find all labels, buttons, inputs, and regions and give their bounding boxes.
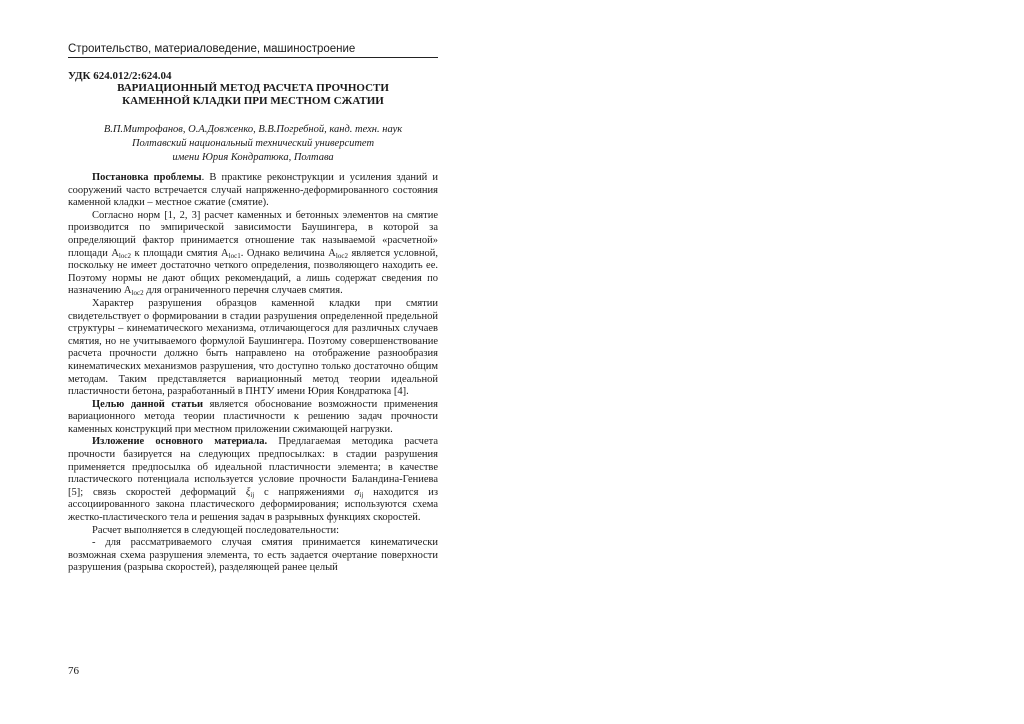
subscript-loc2: loc2 (131, 289, 144, 298)
paragraph-norms (68, 210, 438, 298)
paragraph-problem-statement (68, 172, 438, 210)
subscript-loc2: loc2 (118, 251, 131, 260)
subscript-ij: ij (359, 490, 364, 499)
problem-statement-heading: Постановка проблемы (92, 172, 202, 183)
paragraph-kinematic-scheme: - для рассматриваемого случая смятия принимается кинематически возможная схема разрушения элемента, то есть задается очертание поверхности разрушения (разрыва скоростей), разделяющей ранее целый (68, 537, 438, 574)
authors-line: В.П.Митрофанов, О.А.Довженко, В.В.Погребной, канд. техн. наук (103, 124, 403, 135)
paragraph-goal (68, 399, 438, 437)
main-material-text-a: Предлагаемая методика расчета прочности базируется на следующих предпосылках: в стадии разрушения применяется предпосылка об идеальной пластичности элемента; в качестве пластического потенциала используется условие прочности Баландина-Гениева [5]; связь скоростей деформаций (68, 436, 439, 498)
problem-statement-text: . В практике реконструкции и усиления зданий и сооружений часто встречается случай напряженно-деформированного состояния каменной кладки – местное сжатие (смятие). (68, 172, 438, 209)
norms-text-a: Согласно норм [1, 2, 3] расчет каменных и бетонных элементов на смятие производится по эмпирической зависимости Баушингера, в которой за определяющий фактор принимается отношение так называемой «расчетной» площади A (68, 209, 438, 259)
norms-text-e: для ограниченного перечня случаев смятия. (143, 285, 343, 297)
author-block (68, 123, 438, 165)
affiliation-line-1: Полтавский национальный технический университет (131, 138, 375, 149)
title-line-1: ВАРИАЦИОННЫЙ МЕТОД РАСЧЕТА ПРОЧНОСТИ (117, 82, 389, 94)
udk-code: УДК 624.012/2:624.04 (68, 70, 172, 82)
page-number: 76 (68, 665, 79, 677)
norms-text-d: является условной, поскольку не имеет достаточно четкого определения, позволяющего находить ее. Поэтому нормы не дают общих рекомендаций, а лишь содержат сведения по назначению A (68, 247, 439, 297)
affiliation-line-2: имени Юрия Кондратюка, Полтава (172, 152, 334, 163)
main-material-text-c: находится из ассоциированного закона пластического деформирования; используются схема жестко-пластического тела и решения задач в разрывных функциях скоростей. (68, 486, 438, 524)
main-material-heading: Изложение основного материала. (92, 436, 268, 448)
main-material-text-b: с напряжениями (254, 486, 355, 498)
subscript-ij: ij (250, 490, 255, 499)
goal-heading: Целью данной статьи (92, 398, 204, 410)
xi-symbol: ξ (245, 486, 251, 498)
norms-text-b: к площади смятия A (130, 247, 229, 259)
goal-text: является обоснование возможности применения вариационного метода теории пластичности к решению задач прочности каменных конструкций при местном приложении сжимающей нагрузки. (68, 398, 438, 435)
subscript-loc1: loc1 (228, 251, 241, 260)
subscript-loc2: loc2 (335, 251, 348, 260)
norms-text-c: . Однако величина A (240, 247, 336, 259)
paragraph-main-material (68, 436, 438, 524)
article-title (68, 82, 438, 108)
paragraph-sequence: Расчет выполняется в следующей последовательности: (92, 524, 340, 536)
sigma-symbol: σ (354, 486, 360, 498)
title-line-2: КАМЕННОЙ КЛАДКИ ПРИ МЕСТНОМ СЖАТИИ (122, 95, 384, 107)
journal-section-header: Строительство, материаловедение, машиностроение (68, 42, 438, 58)
article-body (68, 172, 438, 575)
paragraph-failure-character: Характер разрушения образцов каменной кладки при смятии свидетельствует о формировании в стадии разрушения определенной предельной структуры – кинематического механизма, отличающегося для различных случаев смятия, но не учитываемого формулой Баушингера. Поэтому совершенствование расчета прочности должно быть направлено на отображение разнообразия кинематических механизмов разрушения, что доступно только достаточно общим методам. Таким представляется вариационный метод теории идеальной пластичности бетона, разработанный в ПНТУ имени Юрия Кондратюка [4]. (68, 297, 438, 398)
